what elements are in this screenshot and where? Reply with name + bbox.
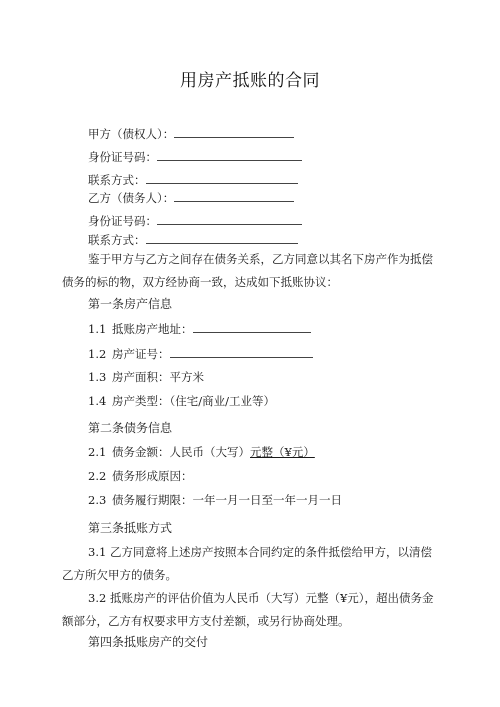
debtor-blank [174, 189, 294, 202]
creditor-contact-blank [146, 171, 298, 184]
item-1-4-text: 房产类型：（住宅/商业/工业等） [112, 394, 275, 408]
item-2-3 [88, 492, 342, 508]
party-creditor-line [88, 125, 294, 142]
certificate-blank [170, 345, 313, 358]
creditor-label: 甲方（债权人）： [88, 127, 175, 141]
item-1-4-number: 1.4 [88, 394, 107, 408]
item-2-1-text: 债务金额：人民币（大写） [112, 445, 250, 459]
party-debtor-contact-line [88, 231, 298, 248]
item-2-2-text: 债务形成原因： [112, 469, 193, 483]
item-2-3-number: 2.3 [88, 493, 107, 507]
document-title: 用房产抵账的合同 [180, 71, 320, 91]
item-1-3 [88, 369, 204, 385]
item-2-1 [88, 444, 315, 460]
clause-3-2: 3.2 抵账房产的评估价值为人民币（大写）元整（¥元），超出债务金额部分，乙方有权要求甲方支付差额，或另行协商处理。 [62, 591, 434, 628]
article-4-heading: 第四条抵账房产的交付 [88, 635, 209, 649]
article-1-heading: 第一条房产信息 [88, 297, 173, 311]
party-debtor-line [88, 189, 294, 206]
party-creditor-id-line [88, 148, 302, 165]
item-1-4 [88, 393, 275, 409]
item-2-3-text: 债务履行期限：一年一月一日至一年一月一日 [112, 493, 342, 507]
party-debtor-id-line [88, 212, 302, 229]
article-3-heading: 第三条抵账方式 [88, 521, 173, 535]
article-2-heading: 第二条债务信息 [88, 421, 173, 435]
creditor-id-label: 身份证号码： [88, 150, 157, 164]
item-2-2-number: 2.2 [88, 469, 107, 483]
creditor-contact-label: 联系方式： [88, 173, 146, 187]
debtor-label: 乙方（债务人）： [88, 191, 175, 205]
debtor-contact-label: 联系方式： [88, 233, 146, 247]
clause-3-1: 3.1 乙方同意将上述房产按照本合同约定的条件抵偿给甲方，以清偿乙方所欠甲方的债务。 [62, 545, 432, 582]
party-creditor-contact-line [88, 171, 298, 188]
item-2-1-number: 2.1 [88, 445, 107, 459]
item-1-2-text: 房产证号： [112, 347, 170, 361]
intro-paragraph: 鉴于甲方与乙方之间存在债务关系，乙方同意以其名下房产作为抵偿债务的标的物，双方经协商一致，达成如下抵账协议： [62, 252, 433, 289]
debtor-id-label: 身份证号码： [88, 214, 157, 228]
item-2-1-amount: 元整（¥元） [250, 445, 315, 459]
debtor-id-blank [157, 212, 302, 225]
item-1-2-number: 1.2 [88, 347, 107, 361]
item-1-2 [88, 345, 313, 362]
item-1-3-text: 房产面积：平方米 [112, 370, 204, 384]
item-1-1 [88, 320, 311, 337]
address-blank [193, 320, 311, 333]
creditor-id-blank [157, 148, 302, 161]
item-1-3-number: 1.3 [88, 370, 107, 384]
item-2-2 [88, 468, 193, 484]
debtor-contact-blank [146, 231, 298, 244]
item-1-1-text: 抵账房产地址： [112, 322, 193, 336]
creditor-blank [174, 125, 294, 138]
item-1-1-number: 1.1 [88, 322, 107, 336]
